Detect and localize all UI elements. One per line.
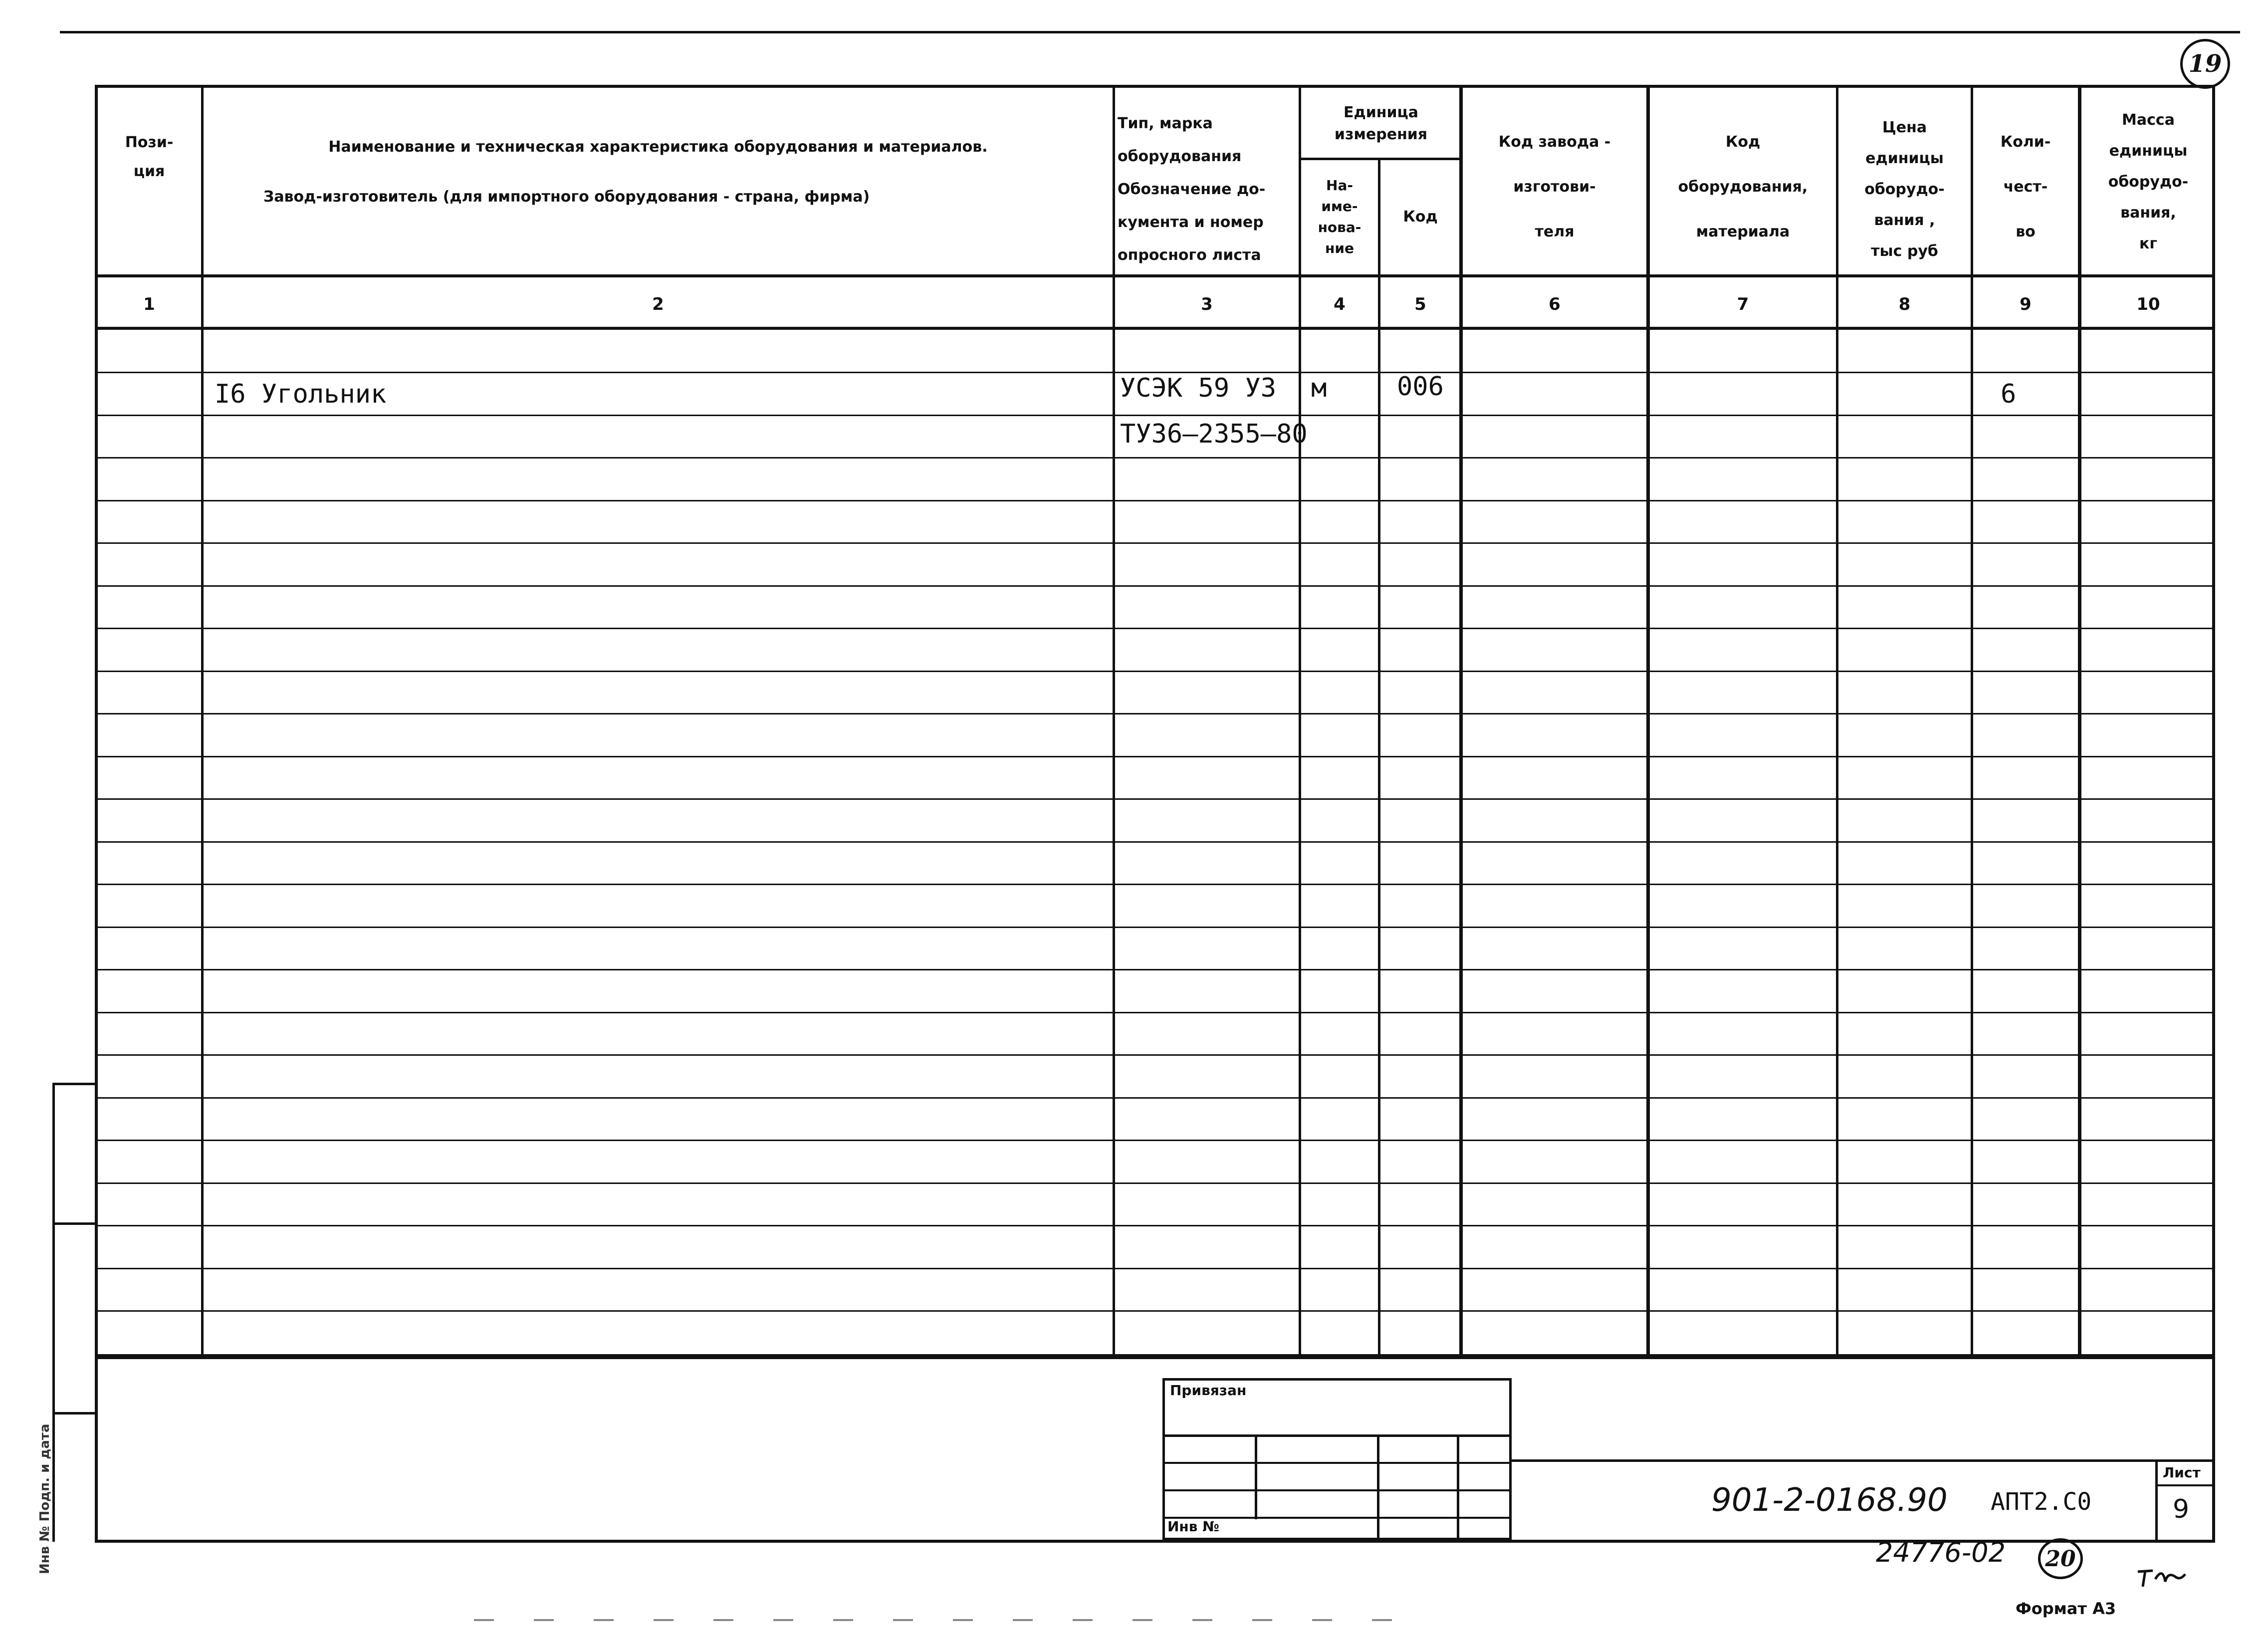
grid-row-rule [95, 798, 2215, 800]
colnum-bottom-rule [95, 327, 2215, 330]
col-divider-3 [1299, 85, 1301, 1357]
side-stamp-rule-3 [52, 1412, 95, 1414]
title-block-left [95, 1356, 98, 1543]
grid-row-rule [95, 628, 2215, 629]
grid-row-rule [95, 1097, 2215, 1099]
colnum-1: 1 [143, 294, 155, 314]
side-stamp-rule-1 [52, 1083, 95, 1085]
header-col2-line2: Завод-изготовитель (для импортного оборудования - страна, фирма) [263, 188, 870, 206]
privyazan-vrule-1 [1255, 1434, 1257, 1519]
sheet-label: Лист [2163, 1464, 2201, 1481]
inv-label: Инв № [1167, 1518, 1219, 1535]
signature [2135, 1562, 2190, 1592]
grid-row-rule [95, 1054, 2215, 1056]
col-divider-7 [1836, 85, 1838, 1357]
header-col2-line1: Наименование и техническая характеристика оборудования и материалов. [328, 138, 988, 156]
col-divider-8 [1971, 85, 1973, 1357]
sheet-circle [2180, 39, 2230, 89]
header-col4: На- име- нова- ние [1318, 177, 1361, 256]
grid-row-rule [95, 457, 2215, 459]
colnum-6: 6 [1549, 294, 1561, 314]
header-col9: Коли- чест- во [2000, 133, 2051, 240]
grid-row-rule [95, 671, 2215, 672]
row1-unit: м [1311, 373, 1327, 403]
col-divider-2 [1113, 85, 1115, 1357]
col-divider-9 [2078, 85, 2081, 1357]
row2-type: ТУ36–2355–80 [1120, 419, 1308, 449]
grid-row-rule [95, 585, 2215, 587]
header-col10: Масса единицы оборудо- вания, кг [2108, 111, 2189, 252]
grid-row-rule [95, 884, 2215, 885]
header-col8: Цена единицы оборудо- вания , тыс руб [1864, 119, 1945, 260]
grid-row-rule [95, 1182, 2215, 1184]
colnum-4: 4 [1334, 294, 1346, 314]
unit-group-rule [1299, 158, 1462, 160]
grid-row-rule [95, 756, 2215, 757]
archive-circle [2038, 1538, 2083, 1579]
privyazan-rule-1 [1162, 1434, 1512, 1437]
col-divider-1 [201, 85, 204, 1357]
grid-row-rule [95, 542, 2215, 544]
grid-row-rule [95, 1268, 2215, 1269]
top-rule [60, 31, 2240, 33]
grid-bottom-rule [95, 1356, 2215, 1359]
side-stamp-rule-2 [52, 1222, 95, 1225]
colnum-8: 8 [1898, 294, 1911, 314]
privyazan-rule-2 [1162, 1462, 1512, 1464]
grid-row-rule [95, 500, 2215, 501]
col-divider-4 [1378, 159, 1380, 1357]
grid-row-rule [95, 1012, 2215, 1013]
header-col5: Код [1403, 208, 1438, 226]
colnum-7: 7 [1737, 294, 1749, 314]
grid-row-rule [95, 969, 2215, 970]
doc-suffix: АПТ2.С0 [1991, 1488, 2092, 1516]
colnum-10: 10 [2136, 294, 2160, 314]
colnum-9: 9 [2020, 294, 2032, 314]
row1-type: УСЭК 59 У3 [1120, 373, 1277, 403]
doc-number: 901-2-0168.90 [1711, 1482, 1948, 1519]
header-col1: Пози- ция [125, 134, 174, 180]
colnum-2: 2 [652, 294, 664, 314]
side-stamp-label: Инв № Подп. и дата [37, 1423, 52, 1574]
col-divider-6 [1646, 85, 1650, 1357]
format-label: Формат А3 [2016, 1599, 2116, 1618]
archive-circle-text: 20 [2045, 1546, 2076, 1572]
row1-name: I6 Угольник [215, 379, 387, 409]
col-divider-5 [1459, 85, 1463, 1357]
grid-row-rule [95, 1310, 2215, 1312]
scan-dashes [474, 1619, 1422, 1621]
grid-row-rule [95, 713, 2215, 714]
privyazan-vrule-2 [1377, 1434, 1379, 1539]
header-col7: Код оборудования, материала [1678, 133, 1808, 240]
header-col6: Код завода - изготови- теля [1498, 133, 1611, 240]
colnum-3: 3 [1201, 294, 1213, 314]
sheet-circle-text: 19 [2188, 50, 2222, 78]
grid-row-rule [95, 841, 2215, 843]
row1-qty: 6 [2001, 379, 2017, 409]
row1-code: 006 [1397, 372, 1444, 402]
archive-number: 24776-02 [1876, 1537, 2006, 1568]
grid-row-rule [95, 927, 2215, 928]
header-bottom-rule [95, 274, 2215, 277]
header-unit-group: Единица измерения [1334, 104, 1428, 143]
grid-row-rule [95, 1140, 2215, 1141]
designation-rule [1512, 1459, 2215, 1462]
privyazan-vrule-3 [1457, 1434, 1459, 1539]
sheet-box-rule [2155, 1484, 2215, 1486]
header-col3: Тип, марка оборудования Обозначение до- кумента и номер опросного листа [1118, 115, 1266, 264]
side-stamp-outer [52, 1083, 55, 1542]
privyazan-label: Привязан [1170, 1382, 1247, 1399]
grid-row-rule [95, 1225, 2215, 1226]
colnum-5: 5 [1414, 294, 1426, 314]
sheet-value: 9 [2173, 1494, 2190, 1524]
privyazan-rule-3 [1162, 1489, 1512, 1491]
privyazan-stamp [1162, 1378, 1512, 1540]
